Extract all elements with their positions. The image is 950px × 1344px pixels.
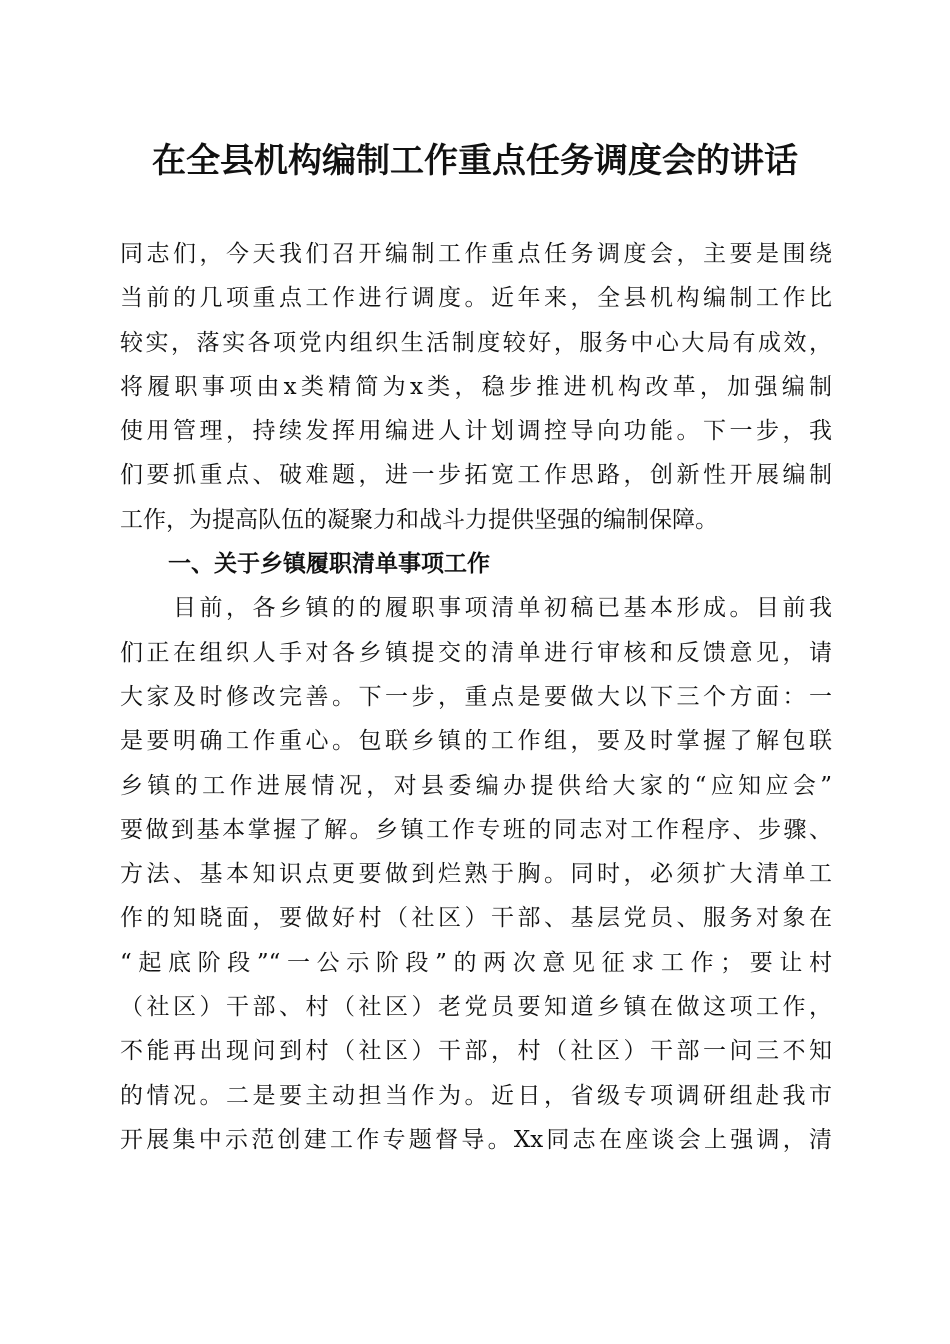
text-line: 方法、基本知识点更要做到烂熟于胸。同时，必须扩大清单工 (120, 861, 832, 888)
text-line: 不能再出现问到村（社区）干部，村（社区）干部一问三不知 (120, 1038, 832, 1065)
paragraph-intro (120, 232, 832, 542)
text-line: 将履职事项由x类精简为x类，稳步推进机构改革，加强编制 (120, 373, 832, 400)
text-line: 开展集中示范创建工作专题督导。Xx同志在座谈会上强调，清 (120, 1126, 832, 1153)
text-line: 工作，为提高队伍的凝聚力和战斗力提供坚强的编制保障。 (120, 506, 718, 533)
text-line: 是要明确工作重心。包联乡镇的工作组，要及时掌握了解包联 (120, 728, 832, 755)
text-line: 作的知晓面，要做好村（社区）干部、基层党员、服务对象在 (120, 905, 832, 932)
text-line: 使用管理，持续发挥用编进人计划调控导向功能。下一步，我 (120, 418, 832, 445)
text-line: 目前，各乡镇的的履职事项清单初稿已基本形成。目前我 (120, 595, 832, 622)
text-line: 乡镇的工作进展情况，对县委编办提供给大家的“应知应会” (120, 772, 832, 799)
paragraph-section1 (120, 586, 832, 1162)
document-title: 在全县机构编制工作重点任务调度会的讲话 (152, 141, 798, 181)
text-line: 大家及时修改完善。下一步，重点是要做大以下三个方面：一 (120, 683, 832, 710)
text-line: 当前的几项重点工作进行调度。近年来，全县机构编制工作比 (120, 285, 832, 312)
text-line: 的情况。二是要主动担当作为。近日，省级专项调研组赴我市 (120, 1082, 832, 1109)
text-line: “起底阶段”“一公示阶段”的两次意见征求工作；要让村 (120, 949, 832, 976)
text-line: 同志们，今天我们召开编制工作重点任务调度会，主要是围绕 (120, 241, 832, 267)
section-heading: 一、关于乡镇履职清单事项工作 (168, 551, 490, 578)
document-body (120, 232, 832, 1162)
text-line: 较实，落实各项党内组织生活制度较好，服务中心大局有成效， (120, 329, 832, 356)
text-line: 要做到基本掌握了解。乡镇工作专班的同志对工作程序、步骤、 (120, 816, 832, 843)
text-line: 们要抓重点、破难题，进一步拓宽工作思路，创新性开展编制 (120, 462, 832, 489)
text-line: 们正在组织人手对各乡镇提交的清单进行审核和反馈意见，请 (120, 639, 832, 666)
text-line: （社区）干部、村（社区）老党员要知道乡镇在做这项工作， (120, 994, 832, 1021)
